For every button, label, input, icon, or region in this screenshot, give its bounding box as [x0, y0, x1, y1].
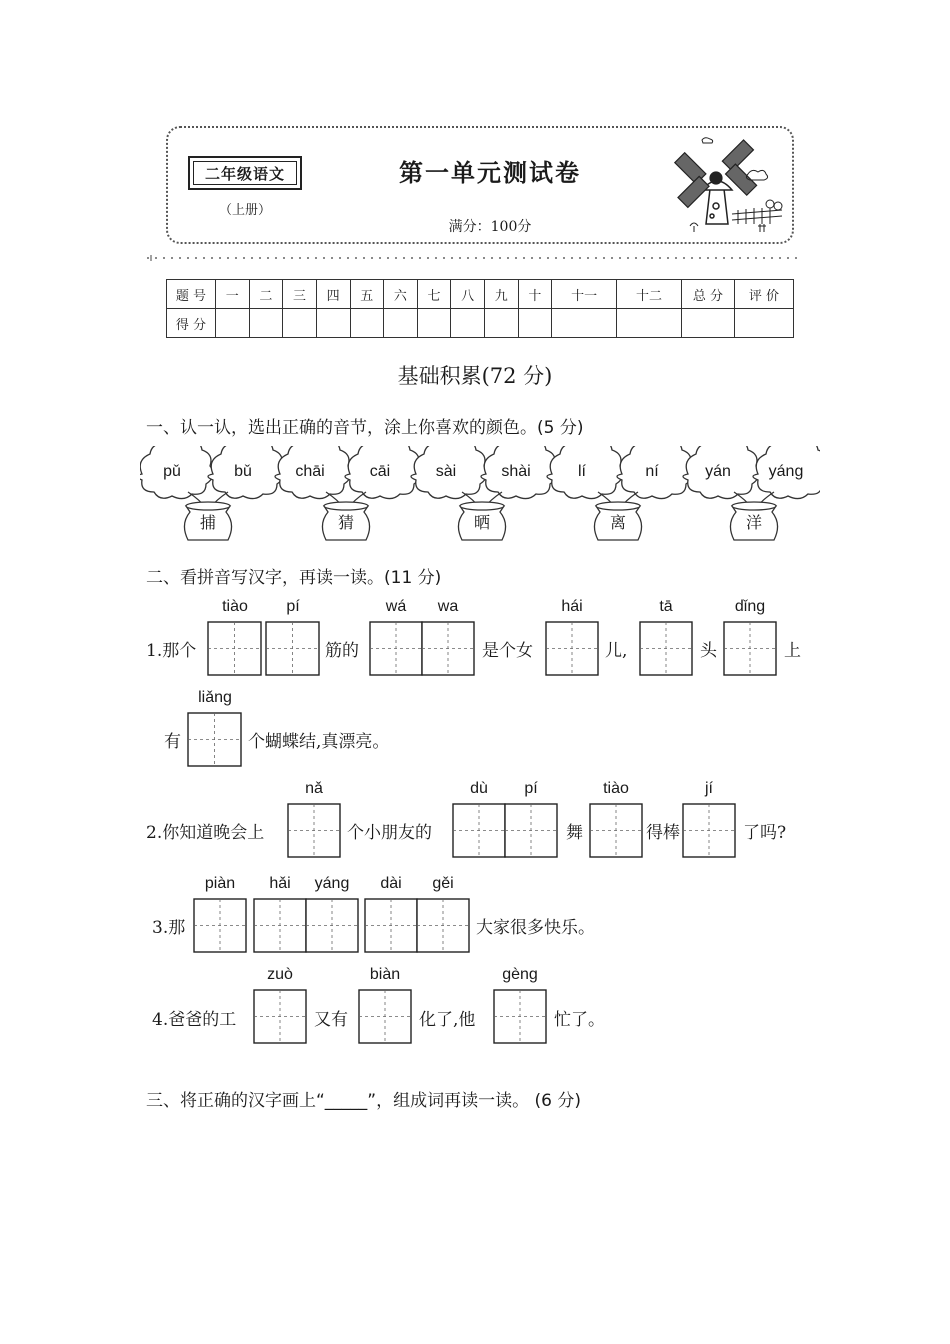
cloud-syllable[interactable]: yáng: [768, 463, 804, 480]
question-1-title: 一、认一认，选出正确的音节，涂上你喜欢的颜色。(5 分): [146, 418, 584, 438]
cloud-syllable[interactable]: cāi: [369, 463, 391, 480]
pinyin-label: liǎng: [198, 689, 232, 706]
pinyin-label: tiào: [222, 598, 248, 615]
sentence-1-text: 头: [700, 641, 717, 661]
sentence-1-text: 1.那个: [146, 641, 197, 661]
pinyin-label: yáng: [314, 875, 350, 892]
pinyin-label: piàn: [204, 875, 236, 892]
sentence-1-text: 筋的: [325, 641, 359, 661]
pinyin-label: hái: [561, 598, 583, 615]
pinyin-label: hǎi: [269, 875, 291, 892]
pinyin-label: dù: [470, 780, 488, 797]
pot-character: 离: [609, 513, 626, 532]
sentence-1-text: 儿,: [605, 641, 628, 661]
cloud-syllable[interactable]: lí: [578, 463, 586, 480]
pinyin-label: zuò: [267, 966, 293, 983]
cloud-syllable[interactable]: chāi: [295, 463, 325, 480]
score-header-cell: 九: [485, 280, 519, 309]
pinyin-label: tā: [659, 598, 673, 615]
sentence-2-text: 了吗?: [743, 823, 787, 843]
pinyin-label: gèng: [502, 966, 538, 983]
question-3-title: 三、将正确的汉字画上“_____”，组成词再读一读。 (6 分): [146, 1091, 582, 1111]
cloud-syllable[interactable]: sài: [435, 463, 457, 480]
grade-badge-label: 二年级语文: [193, 161, 297, 185]
pinyin-label: biàn: [369, 966, 401, 983]
sentence-1-text: 个蝴蝶结,真漂亮。: [248, 732, 390, 752]
pot-character: 猜: [337, 513, 354, 532]
sentence-2-text: 2.你知道晚会上: [146, 823, 265, 843]
score-header-cell: 题 号: [167, 280, 216, 309]
pinyin-label: dǐng: [734, 598, 766, 615]
cloud-syllable[interactable]: pǔ: [163, 463, 181, 480]
pinyin-label: tiào: [603, 780, 629, 797]
score-header-cell: 四: [316, 280, 350, 309]
score-header-cell: 六: [384, 280, 418, 309]
score-header-cell: 总 分: [682, 280, 735, 309]
sentence-4-text: 又有: [314, 1010, 348, 1030]
pinyin-label: nǎ: [305, 780, 323, 797]
volume-label: （上册）: [218, 203, 271, 218]
score-row-label: 得 分: [167, 309, 216, 338]
page-title: 第一单元测试卷: [399, 159, 581, 187]
score-header-cell: 十二: [617, 280, 682, 309]
section-title: 基础积累(72 分): [397, 364, 553, 388]
pot-character: 晒: [473, 513, 490, 532]
sentence-4-text: 4.爸爸的工: [152, 1010, 237, 1030]
score-header-cell: 五: [350, 280, 384, 309]
score-header-cell: 十: [518, 280, 552, 309]
sentence-2-text: 得棒: [646, 823, 680, 843]
sentence-4-text: 化了,他: [419, 1010, 476, 1030]
sentence-1-text: 上: [784, 641, 801, 661]
score-header-cell: 一: [216, 280, 250, 309]
pinyin-label: pí: [524, 780, 538, 797]
pot-character: 洋: [745, 513, 762, 532]
score-header-cell: 三: [283, 280, 317, 309]
cloud-syllable[interactable]: shài: [501, 463, 531, 480]
pinyin-label: dài: [380, 875, 402, 892]
score-header-cell: 八: [451, 280, 485, 309]
cloud-syllable[interactable]: ní: [645, 463, 659, 480]
full-score-label: 满分：100分: [448, 219, 532, 235]
sentence-2-text: 舞: [566, 823, 583, 843]
cloud-syllable[interactable]: yán: [705, 463, 731, 480]
pinyin-label: wa: [437, 598, 459, 615]
sentence-3-text: 大家很多快乐。: [476, 918, 595, 938]
sentence-1-text: 是个女: [482, 641, 533, 661]
sentence-3-text: 3.那: [152, 918, 186, 938]
score-header-cell: 评 价: [735, 280, 794, 309]
pinyin-label: jí: [705, 780, 713, 797]
sentence-2-text: 个小朋友的: [347, 823, 432, 843]
pinyin-label: wá: [385, 598, 407, 615]
pinyin-label: gěi: [432, 875, 454, 892]
sentence-4-text: 忙了。: [554, 1010, 605, 1030]
score-header-cell: 七: [417, 280, 451, 309]
cloud-syllable[interactable]: bǔ: [234, 463, 252, 480]
score-header-cell: 十一: [552, 280, 617, 309]
pot-character: 捕: [199, 513, 216, 532]
pinyin-label: pí: [286, 598, 300, 615]
score-header-cell: 二: [249, 280, 283, 309]
sentence-1-text: 有: [164, 732, 181, 752]
question-2-title: 二、看拼音写汉字，再读一读。(11 分): [146, 568, 442, 588]
